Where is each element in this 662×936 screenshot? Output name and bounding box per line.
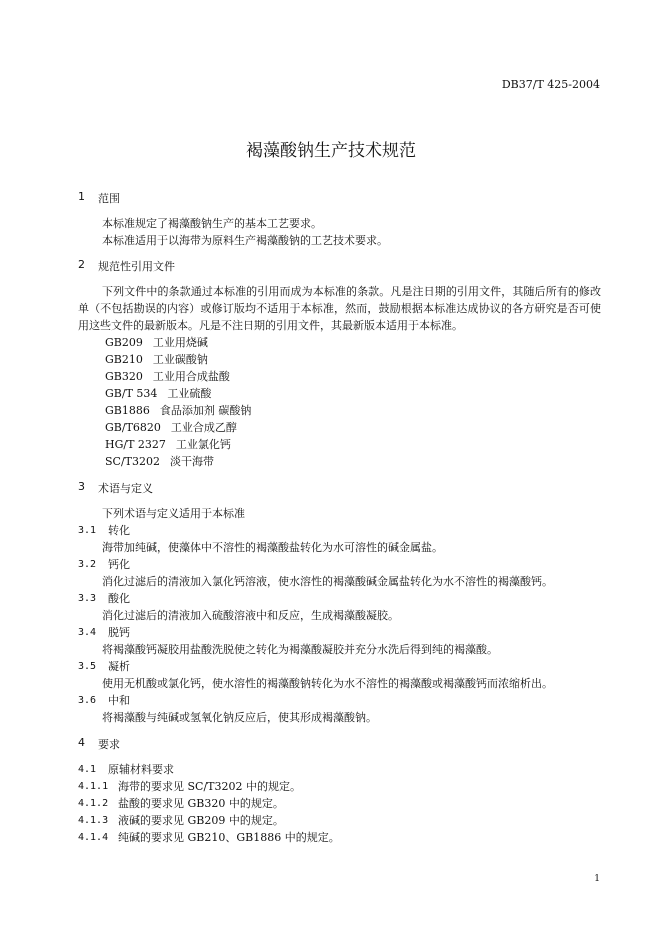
paragraph: 下列文件中的条款通过本标准的引用而成为本标准的条款。凡是注日期的引用文件，其随后所有的修改单（不包括勘误的内容）或修订版均不适用于本标准，然而，鼓励根据本标准达成协议的各方研究是否可使用这些文件的最新版本。凡是不注日期的引用文件，其最新版本适用于本标准。 [78,285,601,332]
list-item: SC/T3202 淡干海带 [105,455,214,468]
section-4-heading [78,736,601,752]
section-2-heading [78,258,601,274]
section-1-heading [78,190,601,206]
requirement-item: 4.1.4 纯碱的要求见 GB210、GB1886 中的规定。 [78,831,340,844]
section-3-heading [78,480,601,496]
list-item: HG/T 2327 工业氯化钙 [105,438,231,451]
list-item: GB/T6820 工业合成乙醇 [105,421,237,434]
section-number: 2 [78,258,85,271]
paragraph: 本标准规定了褐藻酸钠生产的基本工艺要求。 [102,217,322,230]
list-item: GB210 工业碳酸钠 [105,353,208,366]
term-heading: 3.2 钙化 [78,558,130,571]
list-item: GB320 工业用合成盐酸 [105,370,230,383]
requirement-item: 4.1.1 海带的要求见 SC/T3202 中的规定。 [78,780,301,793]
document-title: 褐藻酸钠生产技术规范 [246,141,416,161]
requirement-item: 4.1.3 液碱的要求见 GB209 中的规定。 [78,814,284,827]
list-item: GB1886 食品添加剂 碳酸钠 [105,404,252,417]
term-heading: 3.1 转化 [78,524,130,537]
section-number: 1 [78,190,85,203]
term-definition: 将褐藻酸与纯碱或氢氧化钠反应后，使其形成褐藻酸钠。 [102,711,377,724]
section-number: 4 [78,736,85,749]
section-number: 3 [78,480,85,493]
paragraph: 下列术语与定义适用于本标准 [102,507,245,520]
list-item: GB209 工业用烧碱 [105,336,208,349]
page-number: 1 [594,874,600,884]
section-title: 术语与定义 [98,482,153,495]
term-definition: 将褐藻酸钙凝胶用盐酸洗脱使之转化为褐藻酸凝胶并充分水洗后得到纯的褐藻酸。 [102,643,498,656]
term-heading: 3.5 凝析 [78,660,130,673]
term-definition: 使用无机酸或氯化钙，使水溶性的褐藻酸钠转化为水不溶性的褐藻酸或褐藻酸钙而浓缩析出。 [102,677,553,690]
requirement-item: 4.1.2 盐酸的要求见 GB320 中的规定。 [78,797,284,810]
term-heading: 3.3 酸化 [78,592,130,605]
document-code: DB37/T 425-2004 [501,78,600,91]
subsection-heading: 4.1 原辅材料要求 [78,763,174,776]
term-heading: 3.6 中和 [78,694,130,707]
term-definition: 消化过滤后的清液加入硫酸溶液中和反应，生成褐藻酸凝胶。 [102,609,399,622]
term-definition: 消化过滤后的清液加入氯化钙溶液，使水溶性的褐藻酸碱金属盐转化为水不溶性的褐藻酸钙。 [102,575,553,588]
document-body [78,190,601,846]
paragraph: 本标准适用于以海带为原料生产褐藻酸钠的工艺技术要求。 [102,234,388,247]
list-item: GB/T 534 工业硫酸 [105,387,212,400]
section-title: 范围 [98,192,120,205]
term-heading: 3.4 脱钙 [78,626,130,639]
standards-list [78,334,601,470]
term-definition: 海带加纯碱，使藻体中不溶性的褐藻酸盐转化为水可溶性的碱金属盐。 [102,541,443,554]
section-title: 规范性引用文件 [98,260,175,273]
section-title: 要求 [98,738,120,751]
